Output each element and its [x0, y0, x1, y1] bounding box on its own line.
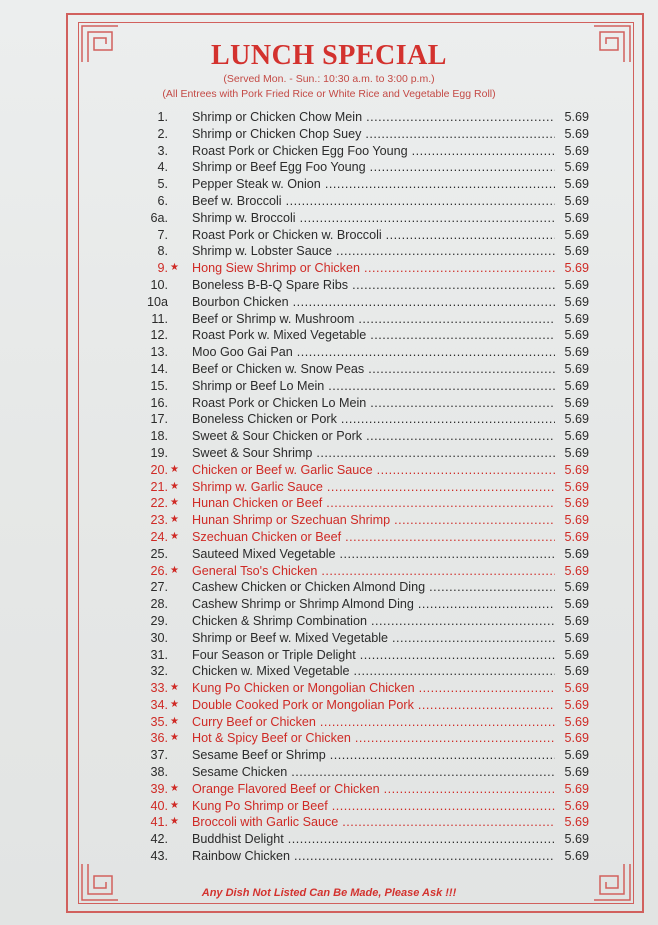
- menu-item: [140, 193, 595, 210]
- item-price: 5.69: [564, 630, 589, 645]
- menu-item: [140, 512, 595, 529]
- spicy-star-icon: ★: [170, 564, 179, 576]
- spicy-star-icon: ★: [170, 799, 179, 811]
- item-name: Hong Siew Shrimp or Chicken .....: [192, 260, 555, 277]
- item-name: Shrimp w. Lobster Sauce .....: [192, 243, 555, 260]
- menu-item: [140, 227, 595, 244]
- item-price: 5.69: [564, 193, 589, 208]
- menu-item: [140, 596, 595, 613]
- item-name: Hunan Shrimp or Szechuan Shrimp .....: [192, 512, 555, 529]
- item-price: 5.69: [564, 361, 589, 376]
- menu-item: [140, 428, 595, 445]
- menu-item: [140, 563, 595, 580]
- item-number: 26.: [150, 563, 168, 578]
- footer-note: Any Dish Not Listed Can Be Made, Please Ask !!!: [201, 887, 457, 899]
- menu-item: [140, 361, 595, 378]
- item-name: Bourbon Chicken .....: [192, 294, 555, 311]
- item-name: Cashew Chicken or Chicken Almond Ding .....: [192, 579, 555, 596]
- item-price: 5.69: [564, 664, 589, 679]
- item-number: 35.: [150, 714, 168, 729]
- page-title: LUNCH SPECIAL: [211, 40, 447, 71]
- menu-item: [140, 411, 595, 428]
- item-number: 23.: [150, 513, 168, 528]
- item-price: 5.69: [564, 328, 589, 343]
- item-number: 19.: [150, 445, 168, 460]
- item-name: Roast Pork w. Mixed Vegetable .....: [192, 327, 555, 344]
- menu-item: [140, 462, 595, 479]
- menu-item: [140, 260, 595, 277]
- item-name: Chicken w. Mixed Vegetable .....: [192, 663, 555, 680]
- item-number: 42.: [150, 832, 168, 847]
- menu-item: [140, 210, 595, 227]
- serving-hours: (Served Mon. - Sun.: 10:30 a.m. to 3:00 p.m.): [223, 73, 435, 85]
- item-name: Sauteed Mixed Vegetable .....: [192, 546, 555, 563]
- item-name: Shrimp or Beef Lo Mein .....: [192, 378, 555, 395]
- menu-item: [140, 814, 595, 831]
- spicy-star-icon: ★: [170, 497, 179, 509]
- item-name: Roast Pork or Chicken w. Broccoli .....: [192, 227, 555, 244]
- item-number: 29.: [150, 613, 168, 628]
- menu-item: [140, 529, 595, 546]
- item-number: 18.: [150, 429, 168, 444]
- item-price: 5.69: [564, 143, 589, 158]
- item-name: Curry Beef or Chicken .....: [192, 714, 555, 731]
- item-price: 5.69: [564, 832, 589, 847]
- item-number: 38.: [150, 765, 168, 780]
- item-name: Sesame Chicken .....: [192, 764, 555, 781]
- item-number: 28.: [150, 597, 168, 612]
- menu-item: [140, 697, 595, 714]
- item-price: 5.69: [564, 815, 589, 830]
- item-name: General Tso's Chicken .....: [192, 563, 555, 580]
- menu-item: [140, 781, 595, 798]
- item-price: 5.69: [564, 445, 589, 460]
- item-name: Shrimp w. Garlic Sauce .....: [192, 479, 555, 496]
- item-name: Shrimp or Chicken Chow Mein .....: [192, 109, 555, 126]
- item-price: 5.69: [564, 177, 589, 192]
- item-price: 5.69: [564, 345, 589, 360]
- item-price: 5.69: [564, 597, 589, 612]
- item-number: 4.: [157, 160, 168, 175]
- menu-item: [140, 680, 595, 697]
- menu-item: [140, 445, 595, 462]
- spicy-star-icon: ★: [170, 682, 179, 694]
- menu-item: [140, 647, 595, 664]
- menu-item: [140, 848, 595, 865]
- item-number: 20.: [150, 462, 168, 477]
- item-price: 5.69: [564, 412, 589, 427]
- item-number: 6.: [157, 193, 168, 208]
- menu-item: [140, 277, 595, 294]
- item-name: Kung Po Shrimp or Beef .....: [192, 798, 555, 815]
- item-name: Sweet & Sour Chicken or Pork .....: [192, 428, 555, 445]
- menu-item: [140, 546, 595, 563]
- item-name: Chicken or Beef w. Garlic Sauce .....: [192, 462, 555, 479]
- menu-item: [140, 495, 595, 512]
- item-number: 2.: [157, 126, 168, 141]
- item-price: 5.69: [564, 378, 589, 393]
- item-price: 5.69: [564, 429, 589, 444]
- item-name: Hot & Spicy Beef or Chicken .....: [192, 730, 555, 747]
- item-name: Sweet & Sour Shrimp .....: [192, 445, 555, 462]
- entree-note: (All Entrees with Pork Fried Rice or White Rice and Vegetable Egg Roll): [162, 88, 496, 100]
- item-price: 5.69: [564, 748, 589, 763]
- item-price: 5.69: [564, 110, 589, 124]
- menu-item: [140, 730, 595, 747]
- item-price: 5.69: [564, 781, 589, 796]
- item-price: 5.69: [564, 479, 589, 494]
- menu-item: [140, 714, 595, 731]
- item-number: 10.: [150, 277, 168, 292]
- menu-item: [140, 395, 595, 412]
- item-number: 16.: [150, 395, 168, 410]
- item-price: 5.69: [564, 613, 589, 628]
- item-number: 14.: [150, 361, 168, 376]
- item-number: 31.: [150, 647, 168, 662]
- menu-item: [140, 764, 595, 781]
- item-number: 24.: [150, 529, 168, 544]
- menu-item: [140, 176, 595, 193]
- item-number: 10a: [146, 294, 168, 309]
- item-price: 5.69: [564, 462, 589, 477]
- item-name: Boneless Chicken or Pork .....: [192, 411, 555, 428]
- item-number: 13.: [150, 345, 168, 360]
- item-price: 5.69: [564, 513, 589, 528]
- menu-item: [140, 143, 595, 160]
- menu-item: [140, 126, 595, 143]
- item-price: 5.69: [564, 647, 589, 662]
- item-price: 5.69: [564, 126, 589, 141]
- item-price: 5.69: [564, 546, 589, 561]
- item-price: 5.69: [564, 160, 589, 175]
- item-name: Sesame Beef or Shrimp .....: [192, 747, 555, 764]
- item-name: Chicken & Shrimp Combination .....: [192, 613, 555, 630]
- menu-item: [140, 663, 595, 680]
- item-name: Four Season or Triple Delight .....: [192, 647, 555, 664]
- spicy-star-icon: ★: [170, 698, 179, 710]
- item-price: 5.69: [564, 244, 589, 259]
- item-price: 5.69: [564, 311, 589, 326]
- item-number: 17.: [150, 412, 168, 427]
- item-number: 1.: [157, 110, 168, 124]
- item-name: Broccoli with Garlic Sauce .....: [192, 814, 555, 831]
- item-name: Szechuan Chicken or Beef .....: [192, 529, 555, 546]
- spicy-star-icon: ★: [170, 463, 179, 475]
- item-price: 5.69: [564, 697, 589, 712]
- item-name: Beef or Shrimp w. Mushroom .....: [192, 311, 555, 328]
- spicy-star-icon: ★: [170, 514, 179, 526]
- item-price: 5.69: [564, 294, 589, 309]
- item-name: Roast Pork or Chicken Lo Mein .....: [192, 395, 555, 412]
- item-number: 9.: [157, 261, 168, 276]
- spicy-star-icon: ★: [170, 732, 179, 744]
- item-number: 3.: [157, 143, 168, 158]
- item-number: 11.: [151, 311, 168, 326]
- menu-item: [140, 378, 595, 395]
- item-number: 34.: [150, 697, 168, 712]
- item-price: 5.69: [564, 277, 589, 292]
- item-number: 41.: [150, 815, 168, 830]
- item-name: Boneless B-B-Q Spare Ribs .....: [192, 277, 555, 294]
- spicy-star-icon: ★: [170, 530, 179, 542]
- menu-item: [140, 613, 595, 630]
- item-number: 7.: [157, 227, 168, 242]
- item-name: Shrimp or Beef w. Mixed Vegetable .....: [192, 630, 555, 647]
- spicy-star-icon: ★: [170, 816, 179, 828]
- menu-item: [140, 579, 595, 596]
- item-price: 5.69: [564, 681, 589, 696]
- item-number: 40.: [150, 798, 168, 813]
- item-number: 25.: [150, 546, 168, 561]
- menu-item: [140, 327, 595, 344]
- item-price: 5.69: [564, 529, 589, 544]
- menu-item: [140, 311, 595, 328]
- item-price: 5.69: [564, 210, 589, 225]
- item-price: 5.69: [564, 849, 589, 864]
- item-number: 30.: [150, 630, 168, 645]
- item-name: Rainbow Chicken .....: [192, 848, 555, 865]
- item-number: 33.: [150, 681, 168, 696]
- menu-item: [140, 243, 595, 260]
- menu-item: [140, 831, 595, 848]
- item-price: 5.69: [564, 798, 589, 813]
- item-number: 27.: [150, 580, 168, 595]
- item-number: 36.: [150, 731, 168, 746]
- menu-item: [140, 747, 595, 764]
- item-number: 22.: [150, 496, 168, 511]
- item-number: 39.: [150, 781, 168, 796]
- item-name: Buddhist Delight .....: [192, 831, 555, 848]
- spicy-star-icon: ★: [170, 480, 179, 492]
- item-name: Hunan Chicken or Beef .....: [192, 495, 555, 512]
- item-name: Moo Goo Gai Pan .....: [192, 344, 555, 361]
- item-name: Pepper Steak w. Onion .....: [192, 176, 555, 193]
- spicy-star-icon: ★: [170, 782, 179, 794]
- item-price: 5.69: [564, 395, 589, 410]
- item-price: 5.69: [564, 714, 589, 729]
- menu-item: [140, 798, 595, 815]
- spicy-star-icon: ★: [170, 715, 179, 727]
- item-number: 21.: [150, 479, 168, 494]
- item-name: Kung Po Chicken or Mongolian Chicken .....: [192, 680, 555, 697]
- item-price: 5.69: [564, 731, 589, 746]
- item-number: 37.: [150, 748, 168, 763]
- menu-list: [140, 109, 595, 865]
- item-name: Double Cooked Pork or Mongolian Pork .....: [192, 697, 555, 714]
- menu-item: [140, 109, 595, 126]
- item-name: Roast Pork or Chicken Egg Foo Young .....: [192, 143, 555, 160]
- item-price: 5.69: [564, 580, 589, 595]
- item-number: 5.: [157, 177, 168, 192]
- item-price: 5.69: [564, 563, 589, 578]
- menu-item: [140, 630, 595, 647]
- item-price: 5.69: [564, 496, 589, 511]
- item-price: 5.69: [564, 261, 589, 276]
- item-name: Beef w. Broccoli .....: [192, 193, 555, 210]
- menu-item: [140, 294, 595, 311]
- item-name: Shrimp w. Broccoli .....: [192, 210, 555, 227]
- item-number: 15.: [150, 378, 168, 393]
- item-name: Shrimp or Chicken Chop Suey .....: [192, 126, 555, 143]
- item-name: Orange Flavored Beef or Chicken .....: [192, 781, 555, 798]
- menu-item: [140, 344, 595, 361]
- item-number: 8.: [157, 244, 168, 259]
- menu-item: [140, 479, 595, 496]
- item-number: 12.: [150, 328, 168, 343]
- item-name: Beef or Chicken w. Snow Peas .....: [192, 361, 555, 378]
- item-name: Cashew Shrimp or Shrimp Almond Ding .....: [192, 596, 555, 613]
- item-number: 32.: [150, 664, 168, 679]
- spicy-star-icon: ★: [170, 262, 179, 274]
- item-price: 5.69: [564, 227, 589, 242]
- item-name: Shrimp or Beef Egg Foo Young .....: [192, 159, 555, 176]
- item-number: 43.: [150, 849, 168, 864]
- item-price: 5.69: [564, 765, 589, 780]
- menu-item: [140, 159, 595, 176]
- item-number: 6a.: [150, 210, 168, 225]
